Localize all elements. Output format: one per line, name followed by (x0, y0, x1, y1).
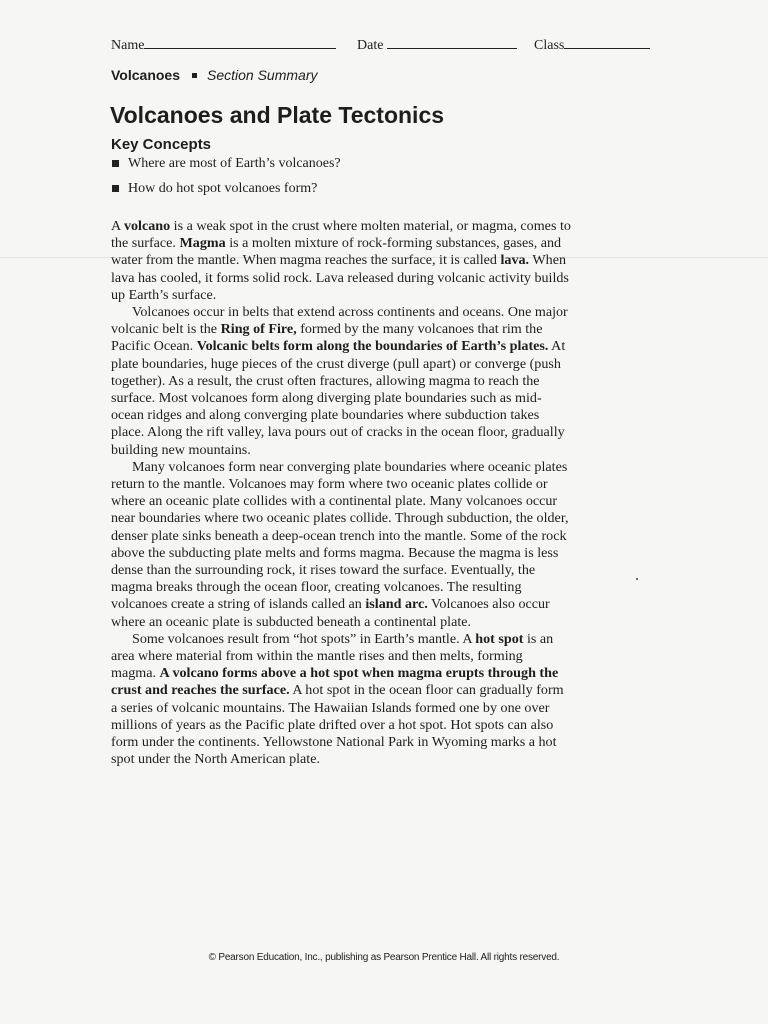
bold-term: Ring of Fire, (220, 321, 297, 338)
text-run: formed by the many volcanoes that rim the Pacific Ocean. (111, 321, 543, 355)
chapter-name: Volcanoes (111, 67, 180, 83)
key-concepts-heading: Key Concepts (111, 136, 212, 153)
date-blank[interactable] (387, 36, 517, 49)
text-run: Many volcanoes form near converging plate boundaries where oceanic plates return to the mantle. Volcanoes may form where two oceanic plates collide or where an oceanic plate collides with a continental plate. Many volcanoes occur near boundaries where two oceanic plates collide. Through subduction, the older, denser plate sinks beneath a deep-ocean trench into the mantle. Some of the rock above the subducting plate melts and forms magma. Because the magma is less dense than the surrounding rock, it rises toward the surface. Eventually, the magma breaks through the ocean floor, creating volcanoes. The resulting volcanoes create a string of islands called an (111, 458, 569, 613)
text-run: is a weak spot in the crust where molten material, or magma, comes to the surface. (111, 218, 571, 252)
bold-term: volcano (123, 218, 171, 234)
text-run: Volcanoes also occur where an oceanic plate is subducted beneath a continental plate. (111, 596, 550, 630)
page-title: Volcanoes and Plate Tectonics (110, 102, 445, 128)
text-run: is a molten mixture of rock-forming substances, gases, and water from the mantle. When magma reaches the surface, it is called (111, 235, 562, 269)
class-field[interactable] (534, 36, 650, 54)
text-run: Volcanoes occur in belts that extend across continents and oceans. One major volcanic belt is the (111, 304, 568, 338)
bold-term: hot spot (475, 630, 524, 647)
bold-term: lava. (500, 252, 530, 269)
text-run: A hot spot in the ocean floor can gradually form a series of volcanic mountains. The Hawaiian Islands formed one by one over millions of years as the Pacific plate drifted over a hot spot. Hot spots can also form under the continents. Yellowstone National Park in Wyoming marks a hot spot under the North American plate. (111, 682, 564, 768)
text-run: At plate boundaries, huge pieces of the crust diverge (pull apart) or converge (push together). As a result, the crust often fractures, allowing magma to reach the surface. Most volcanoes form along diverging plate boundaries such as mid-ocean ridges and along converging plate boundaries where subduction takes place. Along the rift valley, lava pours out of cracks in the ocean floor, gradually building new mountains. (111, 338, 566, 458)
class-blank[interactable] (564, 36, 650, 49)
paragraph (111, 304, 571, 459)
paragraph (111, 631, 571, 769)
summary-body (111, 218, 571, 769)
student-info-row (111, 36, 656, 56)
list-item (111, 179, 341, 204)
list-item (111, 154, 341, 179)
name-field[interactable] (111, 36, 336, 54)
section-summary-label: Section Summary (207, 67, 318, 83)
square-bullet-icon (112, 185, 119, 192)
text-run: When lava has cooled, it forms solid rock. Lava released during volcanic activity builds up Earth’s surface. (111, 252, 569, 303)
separator-bullet-icon (192, 73, 197, 78)
copyright-footer: © Pearson Education, Inc., publishing as Pearson Prentice Hall. All rights reserved. (208, 952, 560, 963)
bold-term: Magma (179, 235, 226, 252)
date-label: Date (357, 38, 384, 53)
key-concept-text: Where are most of Earth’s volcanoes? (128, 156, 341, 171)
scan-speck (636, 578, 638, 580)
text-run: Some volcanoes result from “hot spots” in Earth’s mantle. A (132, 630, 476, 647)
text-run: A (111, 218, 124, 234)
square-bullet-icon (112, 160, 119, 167)
key-concepts-list (111, 154, 341, 204)
class-label: Class (534, 38, 565, 53)
bold-term: Volcanic belts form along the boundaries of Earth’s plates. (196, 338, 549, 355)
paragraph (111, 218, 571, 304)
name-label: Name (111, 38, 145, 53)
name-blank[interactable] (144, 36, 336, 49)
section-label (111, 67, 317, 83)
date-field[interactable] (357, 36, 517, 54)
key-concept-text: How do hot spot volcanoes form? (128, 181, 318, 196)
paragraph (111, 459, 571, 631)
bold-term: A volcano forms above a hot spot when magma erupts through the crust and reaches the surface. (111, 665, 559, 699)
text-run: is an area where material from within the mantle rises and then melts, forming magma. (111, 630, 554, 682)
bold-term: island arc. (365, 596, 428, 613)
